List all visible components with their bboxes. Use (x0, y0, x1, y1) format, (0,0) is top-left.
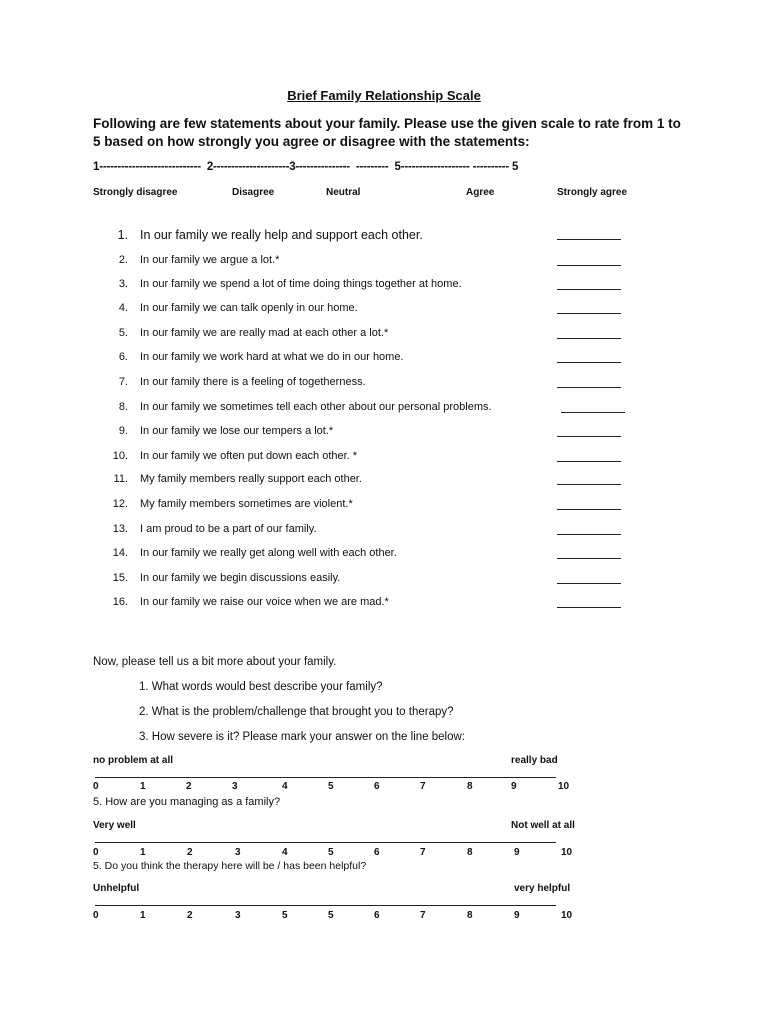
scale-right-label: very helpful (514, 883, 571, 894)
scale-left-label: Unhelpful (93, 883, 140, 894)
item-number: 15. (112, 572, 128, 584)
followup-question-1: 1. What words would best describe your family? (139, 681, 383, 693)
question-therapy-helpful: 5. Do you think the therapy here will be / has been helpful? (93, 860, 367, 872)
tick-label: 6 (374, 910, 380, 921)
severity-rating-line[interactable] (95, 777, 556, 778)
tick-label: 8 (467, 847, 473, 858)
list-item (0, 425, 768, 445)
item-text: In our family we begin discussions easily. (140, 572, 341, 584)
list-item (0, 254, 768, 274)
tick-label: 0 (93, 847, 99, 858)
page-title: Brief Family Relationship Scale (287, 88, 481, 103)
anchor-neutral: Neutral (326, 187, 361, 198)
anchor-strongly-agree: Strongly agree (557, 187, 628, 198)
answer-blank[interactable] (557, 362, 621, 363)
answer-blank[interactable] (557, 607, 621, 608)
tick-label: 9 (511, 781, 517, 792)
tick-label: 5 (328, 910, 334, 921)
helpful-rating-line[interactable] (95, 905, 556, 906)
tick-label: 0 (93, 910, 99, 921)
question-managing: 5. How are you managing as a family? (93, 796, 281, 808)
answer-blank[interactable] (557, 558, 621, 559)
list-item (0, 278, 768, 298)
item-number: 3. (118, 278, 128, 290)
tick-label: 10 (558, 781, 570, 792)
tick-label: 5 (282, 910, 288, 921)
answer-blank[interactable] (557, 534, 621, 535)
list-item (0, 376, 768, 396)
tick-label: 8 (467, 781, 473, 792)
item-number: 4. (118, 302, 128, 314)
item-text: In our family we really get along well with each other. (140, 547, 397, 559)
list-item (0, 572, 768, 592)
tick-label: 10 (561, 847, 573, 858)
tick-label: 9 (514, 910, 520, 921)
list-item (0, 450, 768, 470)
tick-label: 7 (420, 847, 426, 858)
item-text: My family members sometimes are violent.* (140, 498, 353, 510)
list-item (0, 547, 768, 567)
item-text: In our family we sometimes tell each other about our personal problems. (140, 401, 492, 413)
answer-blank[interactable] (557, 239, 621, 240)
tick-label: 3 (235, 910, 241, 921)
tick-label: 1 (140, 910, 146, 921)
item-text: I am proud to be a part of our family. (140, 523, 317, 535)
item-text: In our family we raise our voice when we are mad.* (140, 596, 389, 608)
tick-label: 0 (93, 781, 99, 792)
scale-left-label: no problem at all (93, 755, 174, 766)
tick-label: 1 (140, 781, 146, 792)
list-item (0, 473, 768, 493)
item-text: In our family there is a feeling of togetherness. (140, 376, 366, 388)
scale-right-label: Not well at all (511, 820, 575, 831)
answer-blank[interactable] (557, 313, 621, 314)
list-item (0, 401, 768, 421)
answer-blank[interactable] (557, 583, 621, 584)
tick-label: 7 (420, 781, 426, 792)
tick-label: 5 (328, 847, 334, 858)
anchor-agree: Agree (466, 187, 495, 198)
answer-blank[interactable] (557, 289, 621, 290)
list-item (0, 596, 768, 616)
list-item (0, 498, 768, 518)
followup-intro: Now, please tell us a bit more about your family. (93, 656, 337, 668)
scale-right-label: really bad (511, 755, 558, 766)
answer-blank[interactable] (557, 338, 621, 339)
list-item (0, 228, 768, 248)
item-text: In our family we work hard at what we do in our home. (140, 351, 404, 363)
item-number: 13. (112, 523, 128, 535)
item-number: 7. (118, 376, 128, 388)
answer-blank[interactable] (561, 412, 625, 413)
tick-label: 5 (328, 781, 334, 792)
tick-label: 4 (282, 781, 288, 792)
item-number: 5. (118, 327, 128, 339)
followup-question-2: 2. What is the problem/challenge that brought you to therapy? (139, 706, 454, 718)
scale-left-label: Very well (93, 820, 136, 831)
followup-question-3: 3. How severe is it? Please mark your answer on the line below: (139, 731, 465, 743)
tick-label: 2 (187, 910, 193, 921)
tick-label: 3 (235, 847, 241, 858)
list-item (0, 351, 768, 371)
anchor-disagree: Disagree (232, 187, 275, 198)
item-number: 6. (118, 351, 128, 363)
item-text: In our family we really help and support each other. (140, 228, 423, 242)
answer-blank[interactable] (557, 387, 621, 388)
item-text: In our family we lose our tempers a lot.* (140, 425, 334, 437)
list-item (0, 523, 768, 543)
tick-label: 2 (187, 847, 193, 858)
item-text: My family members really support each other. (140, 473, 362, 485)
item-number: 16. (112, 596, 128, 608)
item-number: 14. (112, 547, 128, 559)
tick-label: 1 (140, 847, 146, 858)
item-number: 8. (118, 401, 128, 413)
item-number: 1. (117, 228, 128, 242)
list-item (0, 302, 768, 322)
answer-blank[interactable] (557, 265, 621, 266)
item-text: In our family we spend a lot of time doing things together at home. (140, 278, 462, 290)
tick-label: 2 (186, 781, 192, 792)
managing-rating-line[interactable] (95, 842, 556, 843)
tick-label: 4 (282, 847, 288, 858)
item-number: 11. (113, 473, 128, 485)
item-number: 2. (118, 254, 128, 266)
tick-label: 3 (232, 781, 238, 792)
item-text: In our family we are really mad at each other a lot.* (140, 327, 389, 339)
tick-label: 6 (374, 781, 380, 792)
list-item (0, 327, 768, 347)
answer-blank[interactable] (557, 436, 621, 437)
tick-label: 7 (420, 910, 426, 921)
anchor-strongly-disagree: Strongly disagree (93, 187, 178, 198)
item-text: In our family we can talk openly in our home. (140, 302, 358, 314)
answer-blank[interactable] (557, 461, 621, 462)
tick-label: 8 (467, 910, 473, 921)
answer-blank[interactable] (557, 509, 621, 510)
tick-label: 9 (514, 847, 520, 858)
item-text: In our family we argue a lot.* (140, 254, 280, 266)
item-number: 9. (118, 425, 128, 437)
rating-scale-line: 1---------------------------- 2---------------------3--------------- --------- 5------------------- ---------- 5 (93, 161, 519, 173)
tick-label: 10 (561, 910, 573, 921)
item-number: 10. (112, 450, 128, 462)
tick-label: 6 (374, 847, 380, 858)
answer-blank[interactable] (557, 484, 621, 485)
instructions-text: Following are few statements about your family. Please use the given scale to rate from 1 to 5 based on how strongly you agree or disagree with the statements: (93, 116, 681, 149)
item-text: In our family we often put down each other. * (140, 450, 358, 462)
item-number: 12. (112, 498, 128, 510)
